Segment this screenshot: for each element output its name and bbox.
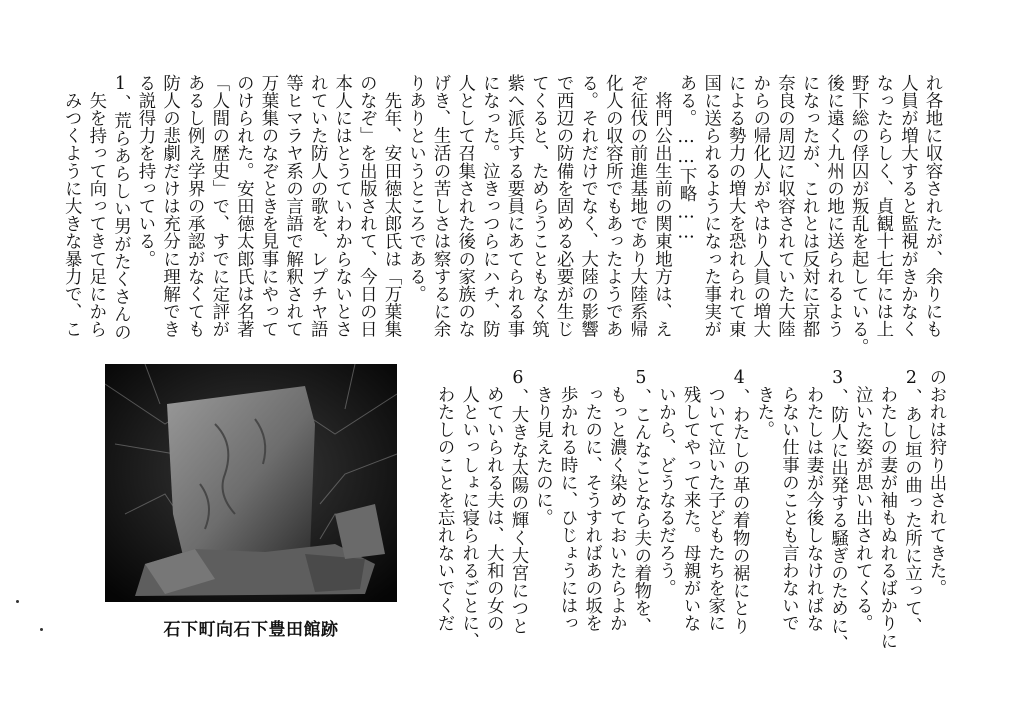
text-column: 4、わたしの革の着物の裾にとり	[729, 368, 750, 635]
text-column: 泣いた姿が思い出されてくる。	[852, 368, 873, 632]
text-column: 歩かれる時に、ひじょうにはっ	[557, 368, 578, 632]
text-column: になった。泣きっつらにハチ、防	[479, 74, 500, 338]
text-column: きた。	[753, 368, 774, 439]
text-column: ある。……下略……	[676, 74, 697, 243]
text-column: ついて泣いた子どもたちを家に	[704, 368, 725, 632]
text-column: めていられる夫は、大和の女の	[483, 368, 504, 632]
text-column: れ各地に収容されたが、余りにも	[922, 74, 942, 338]
text-column: もっと濃く染めておいたらよか	[606, 368, 627, 632]
text-column: 等ヒマラヤ系の言語で解釈されて	[282, 74, 303, 338]
monument-photo-image	[105, 364, 397, 602]
text-column: 3、防人に出発する騒ぎのために、	[827, 368, 848, 653]
photo-caption: 石下町向石下豊田館跡	[163, 620, 339, 640]
text-column: なったらしく、貞観十七年には上	[872, 74, 893, 338]
text-column: 「人間の歴史」で、すでに定評が	[208, 74, 229, 338]
text-column: 防人の悲劇だけは充分に理解でき	[159, 74, 180, 338]
text-column: で西辺の防備を固める必要が生じ	[553, 74, 574, 338]
text-column: 1、荒らあらしい男がたくさんの	[110, 74, 131, 341]
text-column: からの帰化人がやはり人員の増大	[749, 74, 770, 338]
text-column: 先年、安田徳太郎氏は「万葉集	[380, 74, 401, 338]
text-column: のけられた。安田徳太郎氏は名著	[233, 74, 254, 338]
text-column: 人といっしょに寝られるごとに、	[458, 368, 479, 650]
text-column: らない仕事のことも言わないで	[778, 368, 799, 632]
text-column: げき、生活の苦しさは察するに余	[430, 74, 451, 338]
text-column: わたしの妻が袖もぬれるばかりに	[876, 368, 897, 650]
text-column: きり見えたのに。	[532, 368, 553, 527]
text-column: 6、大きな太陽の輝く大宮につと	[507, 368, 528, 635]
text-column: いから、どうなるだろう。	[655, 368, 676, 597]
text-column: わたしのことを忘れないでくだ	[434, 368, 455, 632]
scan-speck	[40, 628, 43, 631]
text-column: 後に遠く九州の地に送られるよう	[823, 74, 844, 338]
upper-text-block	[61, 74, 944, 356]
text-column: 野下総の俘囚が叛乱を起している。	[848, 74, 869, 356]
text-column: 残してやって来た。母親がいな	[680, 368, 701, 632]
text-column: 本人にはとうていわからないとさ	[331, 74, 352, 338]
text-column: 化人の収容所でもあったようであ	[602, 74, 623, 338]
scan-speck	[16, 600, 19, 603]
text-column: 2、あし垣の曲った所に立って、	[901, 368, 922, 635]
text-column: れていた防人の歌を、レプチヤ語	[307, 74, 328, 338]
text-column: のなぞ」を出版されて、今日の日	[356, 74, 377, 338]
monument-photo	[105, 364, 397, 602]
text-column: 国に送られるようになった事実が	[700, 74, 721, 338]
text-column: 奈良の周辺に収容されていた大陸	[774, 74, 795, 338]
text-column: 人として召集された後の家族のな	[454, 74, 475, 338]
text-column: りありというところである。	[405, 74, 426, 303]
text-column: による勢力の増大を恐れられて東	[725, 74, 746, 338]
text-column: になったが、これとは反対に京都	[799, 74, 820, 338]
text-column: 矢を持って向ってきて足にから	[85, 74, 106, 338]
text-column: あるし例え学界の承認がなくても	[184, 74, 205, 338]
text-column: 将門公出生前の関東地方は、え	[651, 74, 672, 338]
text-column: 万葉集のなぞときを見事にやって	[257, 74, 278, 338]
text-column: る説得力を持っている。	[135, 74, 155, 268]
text-column: 人員が増大すると監視がきかなく	[897, 74, 918, 338]
text-column: わたしは妻が今後しなければな	[803, 368, 824, 632]
text-column: 紫へ派兵する要員にあてられる事	[503, 74, 524, 338]
text-column: る。それだけでなく、大陸の影響	[577, 74, 598, 338]
text-column: みつくように大きな暴力で、こ	[61, 74, 82, 338]
text-column: ったのに、そうすればあの坂を	[581, 368, 602, 632]
lower-text-block	[388, 368, 948, 653]
text-column: 5、こんなことなら夫の着物を、	[630, 368, 651, 635]
text-column: てくると、ためらうこともなく筑	[528, 74, 549, 338]
text-column: ぞ征伐の前進基地であり大陸系帰	[626, 74, 647, 338]
text-column: のおれは狩り出されてきた。	[926, 368, 946, 597]
